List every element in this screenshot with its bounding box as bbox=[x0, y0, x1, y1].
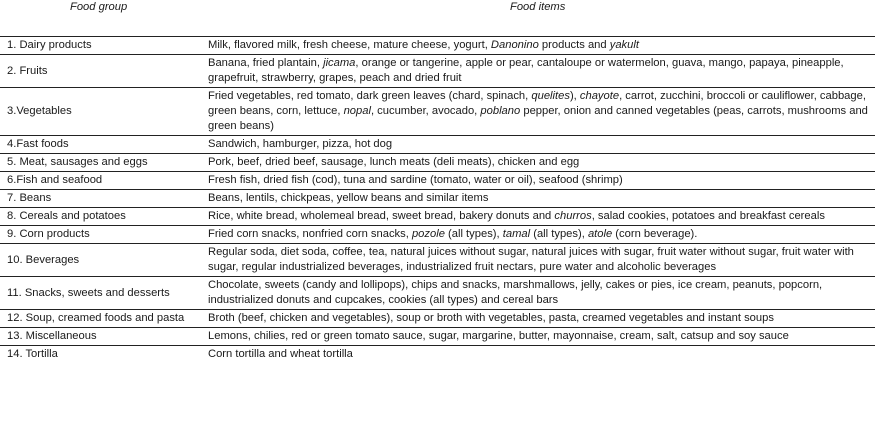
table-row bbox=[0, 55, 875, 88]
table-row bbox=[0, 328, 875, 346]
food-group-column-header: Food group bbox=[0, 0, 205, 37]
food-items-cell: Fried vegetables, red tomato, dark green leaves (chard, spinach, quelites), chayote, carrot, zucchini, broccoli or cauliflower, cabbage, green beans, corn, lettuce, nopal, cucumber, avocado, poblano pepper, onion and canned vegetables (peas, carrots, mushrooms and green beans) bbox=[205, 88, 875, 136]
food-group-cell: 4.Fast foods bbox=[0, 136, 205, 154]
table-row bbox=[0, 277, 875, 310]
food-items-cell: Lemons, chilies, red or green tomato sauce, sugar, margarine, butter, mayonnaise, cream, salt, catsup and soy sauce bbox=[205, 328, 875, 346]
food-group-cell: 6.Fish and seafood bbox=[0, 172, 205, 190]
food-items-cell: Sandwich, hamburger, pizza, hot dog bbox=[205, 136, 875, 154]
food-items-cell: Broth (beef, chicken and vegetables), soup or broth with vegetables, pasta, creamed vegetables and instant soups bbox=[205, 310, 875, 328]
food-group-cell: 7. Beans bbox=[0, 190, 205, 208]
table-header-row bbox=[0, 0, 875, 37]
food-group-cell: 10. Beverages bbox=[0, 244, 205, 277]
food-items-cell: Chocolate, sweets (candy and lollipops), chips and snacks, marshmallows, jelly, cakes or pies, ice cream, peanuts, popcorn, industrialized donuts and cupcakes, cookies (all types) and cereal bars bbox=[205, 277, 875, 310]
table-row bbox=[0, 190, 875, 208]
table-body bbox=[0, 37, 875, 364]
food-items-cell: Beans, lentils, chickpeas, yellow beans and similar items bbox=[205, 190, 875, 208]
food-items-cell: Pork, beef, dried beef, sausage, lunch meats (deli meats), chicken and egg bbox=[205, 154, 875, 172]
food-items-cell: Corn tortilla and wheat tortilla bbox=[208, 348, 353, 360]
table-row bbox=[0, 88, 875, 136]
table-row bbox=[0, 136, 875, 154]
food-group-cell: 12. Soup, creamed foods and pasta bbox=[0, 310, 205, 328]
table-row bbox=[0, 346, 875, 364]
food-group-cell: 2. Fruits bbox=[0, 55, 205, 88]
table-row bbox=[0, 154, 875, 172]
food-items-cell: Regular soda, diet soda, coffee, tea, natural juices without sugar, natural juices with sugar, fruit water without sugar, fruit water with sugar, regular industrialized beverages, industrialized fruit nectars, pure water and alcoholic beverages bbox=[205, 244, 875, 277]
table-row bbox=[0, 310, 875, 328]
food-group-cell: 8. Cereals and potatoes bbox=[0, 208, 205, 226]
food-group-cell: 14. Tortilla bbox=[7, 348, 58, 360]
food-group-cell: 3.Vegetables bbox=[0, 88, 205, 136]
food-group-cell: 13. Miscellaneous bbox=[0, 328, 205, 346]
table-row bbox=[0, 244, 875, 277]
food-items-cell: Fresh fish, dried fish (cod), tuna and sardine (tomato, water or oil), seafood (shrimp) bbox=[205, 172, 875, 190]
table-row bbox=[0, 37, 875, 55]
food-items-cell: Banana, fried plantain, jicama, orange or tangerine, apple or pear, cantaloupe or watermelon, guava, mango, papaya, pineapple, grapefruit, strawberry, grapes, peach and dried fruit bbox=[205, 55, 875, 88]
table-row bbox=[0, 226, 875, 244]
table-row bbox=[0, 208, 875, 226]
food-group-cell: 9. Corn products bbox=[0, 226, 205, 244]
food-items-cell: Milk, flavored milk, fresh cheese, mature cheese, yogurt, Danonino products and yakult bbox=[205, 37, 875, 55]
food-group-cell: 5. Meat, sausages and eggs bbox=[0, 154, 205, 172]
food-group-cell: 1. Dairy products bbox=[0, 37, 205, 55]
table-row bbox=[0, 172, 875, 190]
food-group-cell: 11. Snacks, sweets and desserts bbox=[0, 277, 205, 310]
food-items-cell: Rice, white bread, wholemeal bread, sweet bread, bakery donuts and churros, salad cookies, potatoes and breakfast cereals bbox=[205, 208, 875, 226]
food-items-cell: Fried corn snacks, nonfried corn snacks, pozole (all types), tamal (all types), atole (corn beverage). bbox=[205, 226, 875, 244]
food-items-column-header: Food items bbox=[205, 0, 875, 37]
